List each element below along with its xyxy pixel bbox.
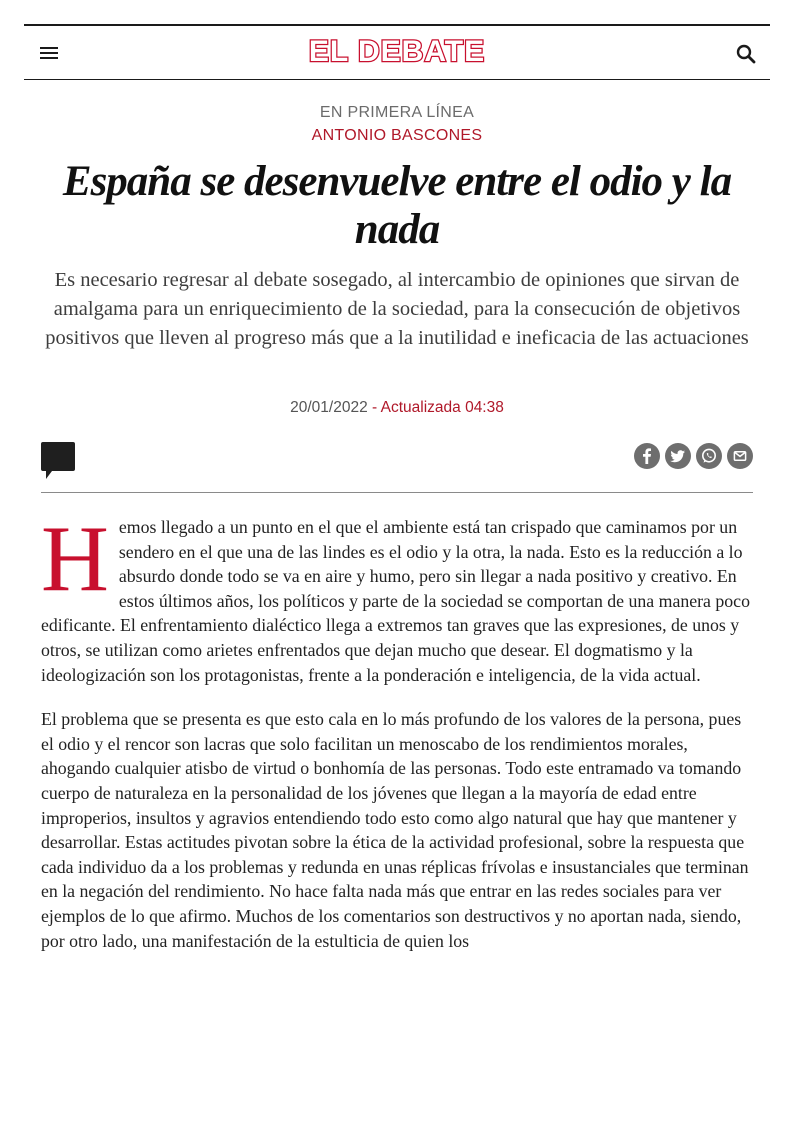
article-dateline	[0, 399, 794, 417]
paragraph-1	[41, 507, 753, 687]
article-subtitle: Es necesario regresar al debate sosegado, al intercambio de opiniones que sirvan de amalgama para un enriquecimiento de la sociedad, para la consecución de objetivos positivos que lleven al progreso más que a la inutilidad e ineficacia de las actuaciones	[45, 269, 749, 349]
article-body	[41, 507, 753, 973]
section-label[interactable]: EN PRIMERA LÍNEA	[319, 104, 475, 121]
article-title: España se desenvuelve entre el odio y la nada	[62, 158, 732, 253]
paragraph-1-text: emos llegado a un punto en el que el ambiente está tan crispado que caminamos por un sendero en el que una de las lindes es el odio y la otra, la nada. Esto es la reducción a lo absurdo donde todo se va en aire y humo, pero sin llegar a nada positivo y creativo. En estos últimos años, los políticos y parte de la sociedad se comportan de una manera poco edificante. El enfrentamiento dialéctico llega a extremos tan graves que las expresiones, de unos y otros, se utilizan como arietes enfrentados que dejan mucho que desear. El dogmatismo y la ideologización son los protagonistas, frente a la ponderación e inteligencia, de la vida actual.	[41, 517, 750, 685]
logo-text[interactable]: EL DEBATE	[308, 35, 486, 68]
top-navigation-bar	[24, 24, 770, 80]
drop-cap: H	[41, 507, 109, 611]
search-icon[interactable]	[734, 42, 758, 66]
whatsapp-icon[interactable]	[696, 443, 722, 469]
site-logo[interactable]	[24, 35, 770, 69]
divider	[41, 492, 753, 493]
twitter-icon[interactable]	[665, 443, 691, 469]
facebook-icon[interactable]	[634, 443, 660, 469]
publish-date: 20/01/2022	[290, 399, 368, 416]
email-icon[interactable]	[727, 443, 753, 469]
author-name[interactable]: ANTONIO BASCONES	[311, 127, 483, 144]
paragraph-2: El problema que se presenta es que esto cala en lo más profundo de los valores de la persona, pues el odio y el rencor son lacras que solo facilitan un menoscabo de los rendimientos morales, ahogando cualquier atisbo de virtud o bonhomía de las personas. Todo este entramado va tomando cuerpo de naturaleza en la personalidad de los jóvenes que llegan a la mayoría de edad entre improperios, insultos y agravios entendiendo todo esto como algo natural que hay que mantener y desarrollar. Estas actitudes pivotan sobre la ética de la actividad profesional, sobre la respuesta que cada individuo da a los problemas y redunda en unas réplicas frívolas e insustanciales que terminan en la negación del rendimiento. No hace falta nada más que entrar en las redes sociales para ver ejemplos de lo que afirmo. Muchos de los comentarios son destructivos y no aportan nada, siendo, por otro lado, una manifestación de la estulticia de quien los	[41, 709, 749, 951]
updated-time: - Actualizada 04:38	[372, 399, 504, 416]
comment-icon[interactable]	[40, 441, 76, 481]
